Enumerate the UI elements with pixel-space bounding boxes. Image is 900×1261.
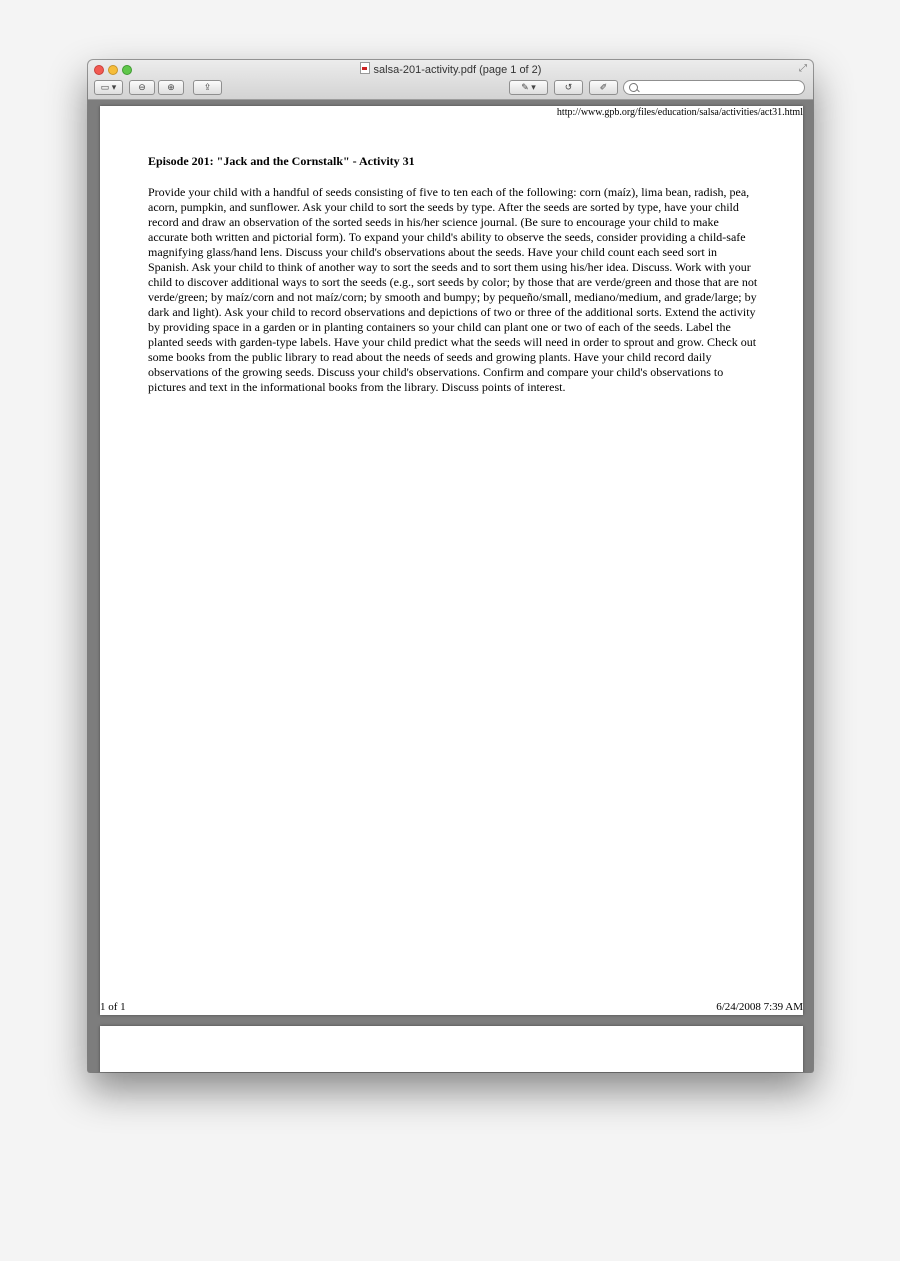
edit-toolbar-button[interactable] bbox=[589, 80, 618, 95]
page-header-url: http://www.gpb.org/files/education/salsa/activities/act31.html bbox=[556, 107, 803, 118]
pdf-page-2[interactable] bbox=[100, 1026, 803, 1072]
zoom-out-button[interactable] bbox=[129, 80, 155, 95]
zoom-out-icon: ⊖ bbox=[138, 82, 146, 92]
pen-icon: ✎ ▾ bbox=[521, 82, 536, 92]
date-footer: 6/24/2008 7:39 AM bbox=[716, 1001, 803, 1013]
sidebar-view-button[interactable] bbox=[94, 80, 123, 95]
title-bar[interactable] bbox=[88, 60, 813, 100]
rotate-icon: ↺ bbox=[564, 82, 573, 92]
pdf-page-1[interactable] bbox=[100, 106, 803, 1015]
activity-body-text: Provide your child with a handful of seeds consisting of five to ten each of the following: corn (maíz), lima bean, radish, pea, acorn, pumpkin, and sunflower. Ask your child to sort the seeds by type. After the seeds are sorted by type, have your child record and draw an observation of the sorted seeds in his/her science journal. (Be sure to encourage your child to make accurate both written and pictorial form). To expand your child's ability to observe the seeds, consider providing a child-safe magnifying glass/hand lens. Discuss your child's observations about the seeds. Have your child count each seed sort in Spanish. Ask your child to think of another way to sort the seeds and to sort them using his/her idea. Discuss. Work with your child to discover additional ways to sort the seeds (e.g., sort seeds by color; by those that are verde/green and those that are not verde/green; by maíz/corn and not maíz/corn; by smooth and bumpy; by pequeño/small, mediano/medium, and grade/large; by dark and light). Ask your child to record observations and depictions of two or three of the additional sorts. Extend the activity by providing space in a garden or in planting containers so your child can plant one or two of each of the seeds. Label the planted seeds with garden-type labels. Have your child predict what the seeds will need in order to sprout and grow. Check out some books from the public library to read about the needs of seeds and growing plants. Have your child record daily observations of the growing seeds. Discuss your child's observations. Confirm and compare your child's observations to pictures and text in the informational books from the library. Discuss points of interest. bbox=[148, 185, 758, 394]
pdf-document-icon bbox=[360, 62, 370, 74]
share-icon: ⇪ bbox=[203, 82, 212, 92]
search-field[interactable] bbox=[623, 80, 805, 95]
fullscreen-icon[interactable]: ⤢ bbox=[799, 63, 807, 74]
search-icon bbox=[629, 83, 638, 92]
share-button[interactable] bbox=[193, 80, 222, 95]
page-count-footer: 1 of 1 bbox=[100, 1001, 126, 1013]
activity-heading: Episode 201: "Jack and the Cornstalk" - Activity 31 bbox=[148, 154, 415, 168]
window-title-area bbox=[88, 62, 813, 78]
rotate-button[interactable] bbox=[554, 80, 583, 95]
edit-icon: ✐ bbox=[599, 82, 608, 92]
preview-window bbox=[88, 60, 813, 1072]
annotate-button[interactable] bbox=[509, 80, 548, 95]
zoom-in-icon: ⊕ bbox=[167, 82, 175, 92]
sidebar-icon: ▭ ▾ bbox=[100, 82, 117, 92]
window-title: salsa-201-activity.pdf (page 1 of 2) bbox=[373, 64, 542, 76]
zoom-in-button[interactable] bbox=[158, 80, 184, 95]
